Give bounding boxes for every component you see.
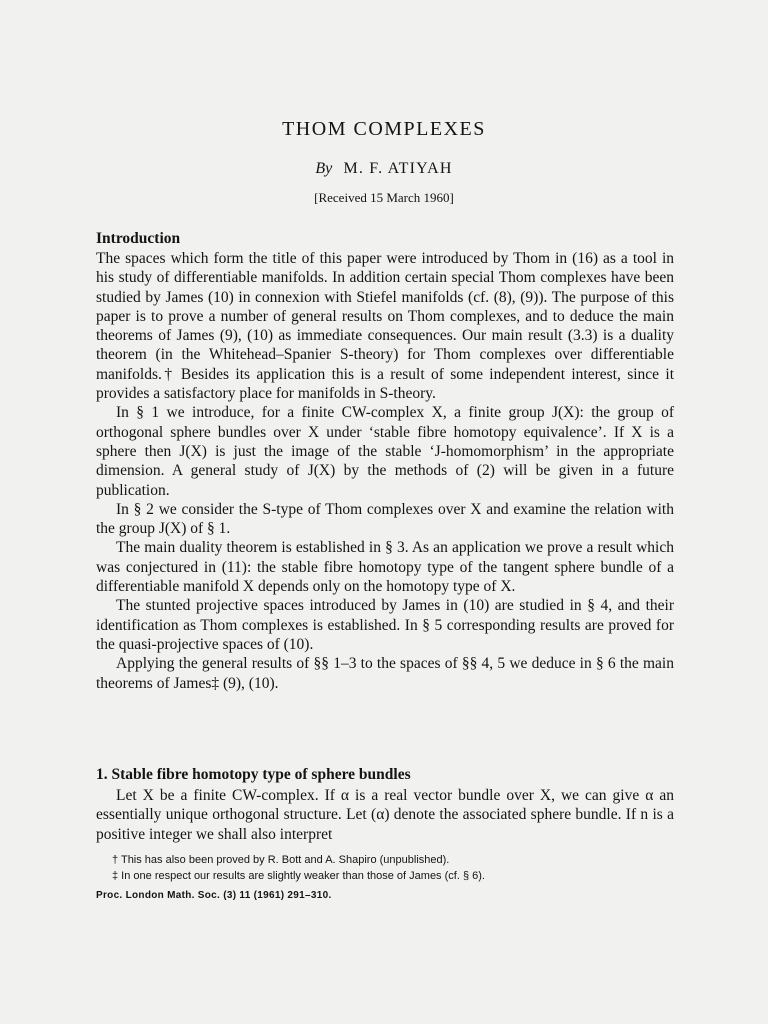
received-date: [Received 15 March 1960]	[314, 190, 454, 205]
intro-paragraph: The spaces which form the title of this paper were introduced by Thom in (16) as a tool in his study of differentiable manifolds. In addition certain special Thom complexes have been studied by James (10) in connexion with Stiefel manifolds (cf. (8), (9)). The purpose of this paper is to prove a number of general results on Thom complexes, and to deduce the main theorems of James (9), (10) as immediate consequences. Our main result (3.3) is a duality theorem (in the Whitehead–Spanier S-theory) for Thom complexes over differentiable manifolds.† Besides its application this is a result of some independent interest, since it provides a satisfactory place for manifolds in S-theory.	[96, 250, 674, 403]
footnotes	[112, 852, 485, 884]
intro-body	[96, 249, 674, 693]
intro-heading: Introduction	[96, 230, 181, 247]
intro-paragraph: In § 2 we consider the S-type of Thom complexes over X and examine the relation with the group J(X) of § 1.	[96, 500, 674, 538]
by-label: By	[315, 160, 333, 177]
paper-title: THOM COMPLEXES	[282, 118, 486, 140]
section1-paragraph: Let X be a finite CW-complex. If α is a real vector bundle over X, we can give α an essentially unique orthogonal structure. Let (α) denote the associated sphere bundle. If n is a positive integer we shall also interpret	[96, 787, 674, 843]
intro-paragraph: The stunted projective spaces introduced by James in (10) are studied in § 4, and their identification as Thom complexes is established. In § 5 corresponding results are proved for the quasi-projective spaces of (10).	[96, 597, 674, 653]
author-line	[0, 160, 768, 178]
author-name: M. F. ATIYAH	[343, 160, 453, 177]
section1-heading: 1. Stable fibre homotopy type of sphere bundles	[96, 766, 411, 783]
journal-citation: Proc. London Math. Soc. (3) 11 (1961) 291–310.	[96, 890, 332, 901]
intro-paragraph: Applying the general results of §§ 1–3 to the spaces of §§ 4, 5 we deduce in § 6 the main theorems of James‡ (9), (10).	[96, 655, 674, 692]
footnote: ‡ In one respect our results are slightly weaker than those of James (cf. § 6).	[112, 870, 485, 882]
intro-paragraph: The main duality theorem is established in § 3. As an application we prove a result which was conjectured in (11): the stable fibre homotopy type of the tangent sphere bundle of a differentiable manifold X depends only on the homotopy type of X.	[96, 539, 674, 596]
intro-paragraph: In § 1 we introduce, for a finite CW-complex X, a finite group J(X): the group of orthogonal sphere bundles over X under ‘stable fibre homotopy equivalence’. If X is a sphere then J(X) is just the image of the stable ‘J-homomorphism’ in the appropriate dimension. A general study of J(X) by the methods of (2) will be given in a future publication.	[96, 404, 674, 499]
section1-body	[96, 786, 674, 844]
footnote: † This has also been proved by R. Bott and A. Shapiro (unpublished).	[112, 854, 450, 866]
